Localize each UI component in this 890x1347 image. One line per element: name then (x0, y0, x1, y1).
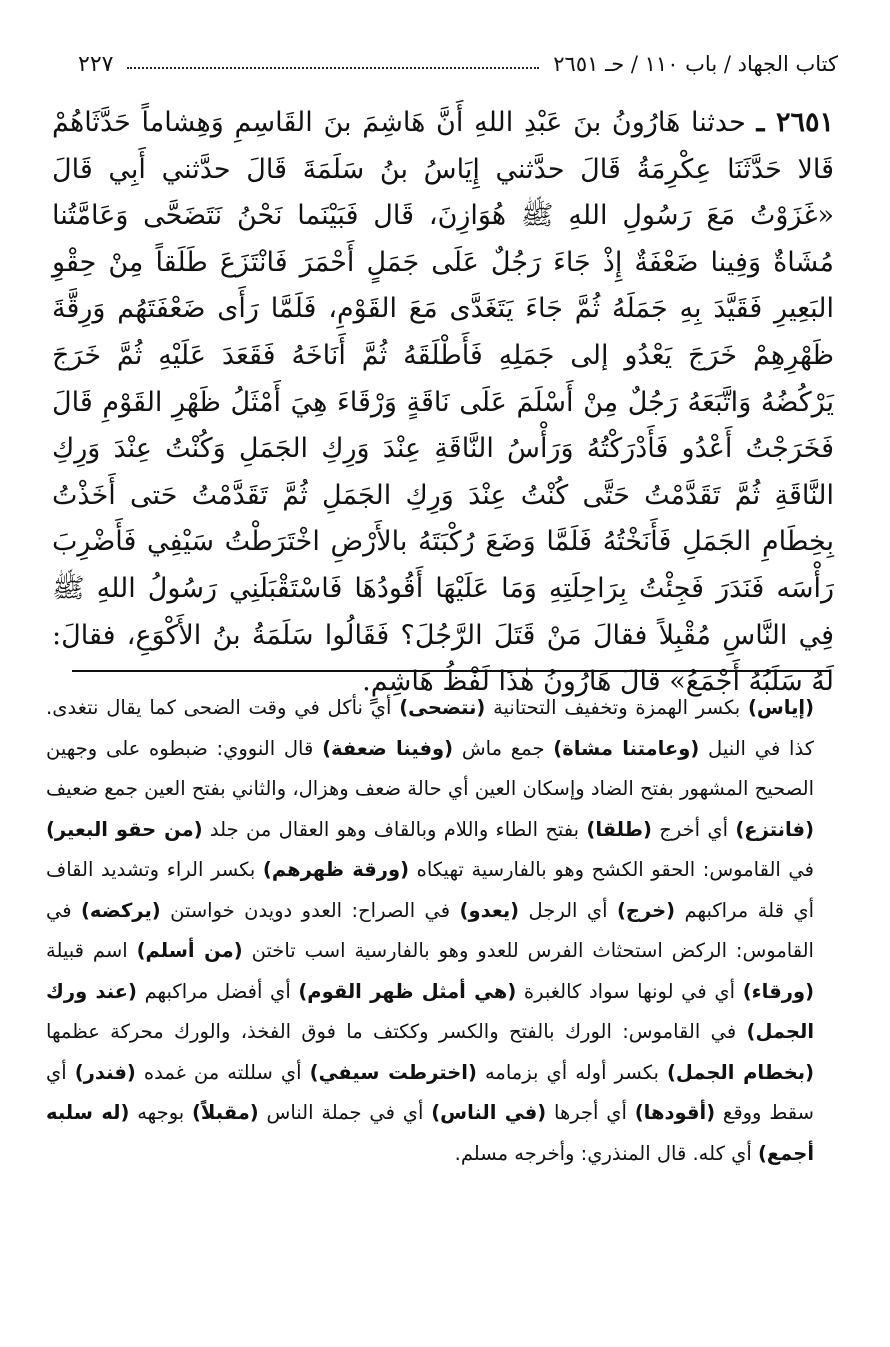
note-text: أي أجرها (546, 1101, 635, 1124)
note-keyword: (طلقا) (586, 817, 652, 841)
hadith-number: ٢٦٥١ ـ (756, 107, 835, 138)
note-keyword: (فانتزع) (735, 817, 814, 841)
footnote-divider (72, 670, 830, 672)
note-text: أي سللته من غمده (135, 1060, 310, 1084)
commentary-notes (46, 688, 814, 1174)
note-keyword: (يركضه) (81, 898, 161, 922)
note-text: في الصراح: العدو دويدن خواستن (160, 898, 460, 922)
note-keyword: (اخترطت سيفي) (309, 1060, 477, 1084)
note-text: في القاموس: الحقو الكشح وهو بالفارسية تهيكاه (409, 858, 814, 881)
note-keyword: (بخطام الجمل) (666, 1060, 814, 1084)
note-keyword: (إياس) (747, 696, 814, 719)
note-keyword: (يعدو) (459, 898, 520, 922)
note-text: أي في لونها سواد كالغبرة (516, 979, 743, 1003)
note-text: بكسر الراء وتشديد القاف أي قلة مراكبهم (46, 858, 815, 922)
hadith-text-block (52, 100, 834, 706)
note-text: أي الرجل (519, 898, 617, 922)
note-keyword: (وفينا ضعفة) (322, 736, 454, 760)
note-keyword: (عند ورك الجمل) (46, 979, 814, 1043)
note-text: أي أفضل مراكبهم (136, 979, 299, 1003)
note-text: أي كله. قال المنذري: وأخرجه مسلم. (454, 1141, 758, 1165)
note-keyword: (مقبلاً) (192, 1101, 259, 1124)
note-text: قال النووي: ضبطوه على وجهين الصحيح المشهور بفتح الضاد وإسكان العين أي حالة ضعف وهزال، والثاني بفتح العين جمع ضعيف (46, 736, 814, 800)
page-number: ٢٢٧ (78, 51, 114, 77)
note-keyword: (نتضحى) (399, 696, 486, 719)
note-keyword: (من حقو البعير) (46, 817, 203, 841)
note-keyword: (ورقة ظهرهم) (262, 858, 410, 881)
note-text: اسم قبيلة (46, 939, 137, 962)
hadith-text: حدثنا هَارُونُ بنَ عَبْدِ اللهِ أَنَّ هَاشِمَ بنَ القَاسِمِ وَهِشاماً حَدَّثَاهُمْ قَالا حَدَّثَنَا عِكْرِمَةُ قَالَ حدَّثني إِيَاسُ بنُ سَلَمَةَ قَالَ حدَّثني أَبِي قَالَ «غَزَوْتُ مَعَ رَسُولِ اللهِ ﷺ هُوَازِنَ، قَال فَبَيْنَما نَحْنُ نَتَضَحَّى وَعَامَّتُنا مُشَاةٌ وَفِينا ضَعْفَةٌ إِذْ جَاءَ رَجُلٌ عَلَى جَمَلٍ أَحْمَرَ فَانْتَزَعَ طَلَقاً مِنْ حِقْوِ البَعِيرِ فَقَيَّدَ بِهِ جَمَلَهُ ثُمَّ جَاءَ يَتَغَدَّى مَعَ القَوْمِ، فَلَمَّا رَأَى ضَعْفَتَهُم وَرِقَّةَ ظَهْرِهِمْ خَرَجَ يَعْدُو إلى جَمَلِهِ فَأَطْلَقَهُ ثُمَّ أَنَاخَهُ فَقَعَدَ عَلَيْهِ ثُمَّ خَرَجَ يَرْكُضُهُ وَاتَّبَعَهُ رَجُلٌ مِنْ أَسْلَمَ عَلَى نَاقَةٍ وَرْقَاءَ هِيَ أَمْثَلُ ظَهْرِ القَوْمِ قَالَ فَخَرَجْتُ أَعْدُو فَأَدْرَكْتُهُ وَرَأْسُ النَّاقَةِ عِنْدَ وَرِكِ الجَمَلِ وَكُنْتُ عِنْدَ وَرِكِ النَّاقَةِ ثُمَّ تَقَدَّمْتُ حَتَّى كُنْتُ عِنْدَ وَرِكِ الجَمَلِ ثُمَّ تَقَدَّمْتُ حَتى أَخَذْتُ بِخِطَامِ الجَمَلِ فَأَنَخْتُهُ فَلَمَّا وَضَعَ رُكْبَتَهُ بالأَرْضِ اخْتَرَطْتُ سَيْفِي فَأَضْرِبَ رَأْسَه فَنَدَرَ فَجِئْتُ بِرَاحِلَتِهِ وَمَا عَلَيْهَا أَقُودُهَا فَاسْتَقْبَلَنِي رَسُولُ اللهِ ﷺ فِي النَّاسِ مُقْبِلاً فقالَ مَنْ قَتَلَ الرَّجُلَ؟ فَقَالُوا سَلَمَةُ بنُ الأَكْوَعِ، فقالَ: لَهُ سَلَبُهُ أَجْمَعُ» قالَ هَارُونُ هٰذَا لَفْظُ هَاشِمٍ. (52, 107, 834, 698)
note-keyword: (له سلبه أجمع) (46, 1101, 814, 1165)
running-title: كتاب الجهاد / باب ١١٠ / حـ ٢٦٥١ (553, 52, 838, 76)
note-keyword: (فندر) (74, 1060, 136, 1084)
note-text: أي سقط ووقع (46, 1060, 814, 1124)
note-keyword: (في الناس) (431, 1101, 547, 1124)
note-text: في القاموس: الركض استحثاث الفرس للعدو وهو بالفارسية اسب تاختن (46, 898, 814, 962)
note-text: جمع ماش (453, 736, 554, 760)
note-text: في القاموس: الورك بالفتح والكسر وككتف ما فوق الفخذ، والورك محركة عظمها (46, 1020, 747, 1043)
note-text: بكسر الهمزة وتخفيف التحتانية (485, 696, 748, 719)
note-keyword: (وعامتنا مشاة) (553, 736, 700, 760)
note-text: بوجهه (129, 1101, 193, 1124)
header-dotted-leader (127, 67, 539, 69)
note-text: بكسر أوله أي بزمامه (476, 1060, 667, 1084)
note-text: أي أخرج (651, 817, 736, 841)
note-keyword: (هي أمثل ظهر القوم) (298, 979, 517, 1003)
page-header (78, 46, 838, 82)
note-text: أي نأكل في وقت الضحى كما يقال نتغدى. كذا في النيل (46, 696, 814, 760)
note-keyword: (أقودها) (634, 1101, 716, 1124)
note-text: أي في جملة الناس (258, 1101, 432, 1124)
note-keyword: (من أسلم) (136, 939, 243, 962)
note-keyword: (ورقاء) (742, 979, 814, 1003)
note-keyword: (خرج) (617, 898, 676, 922)
note-text: بفتح الطاء واللام وبالقاف وهو العقال من جلد (202, 817, 587, 841)
